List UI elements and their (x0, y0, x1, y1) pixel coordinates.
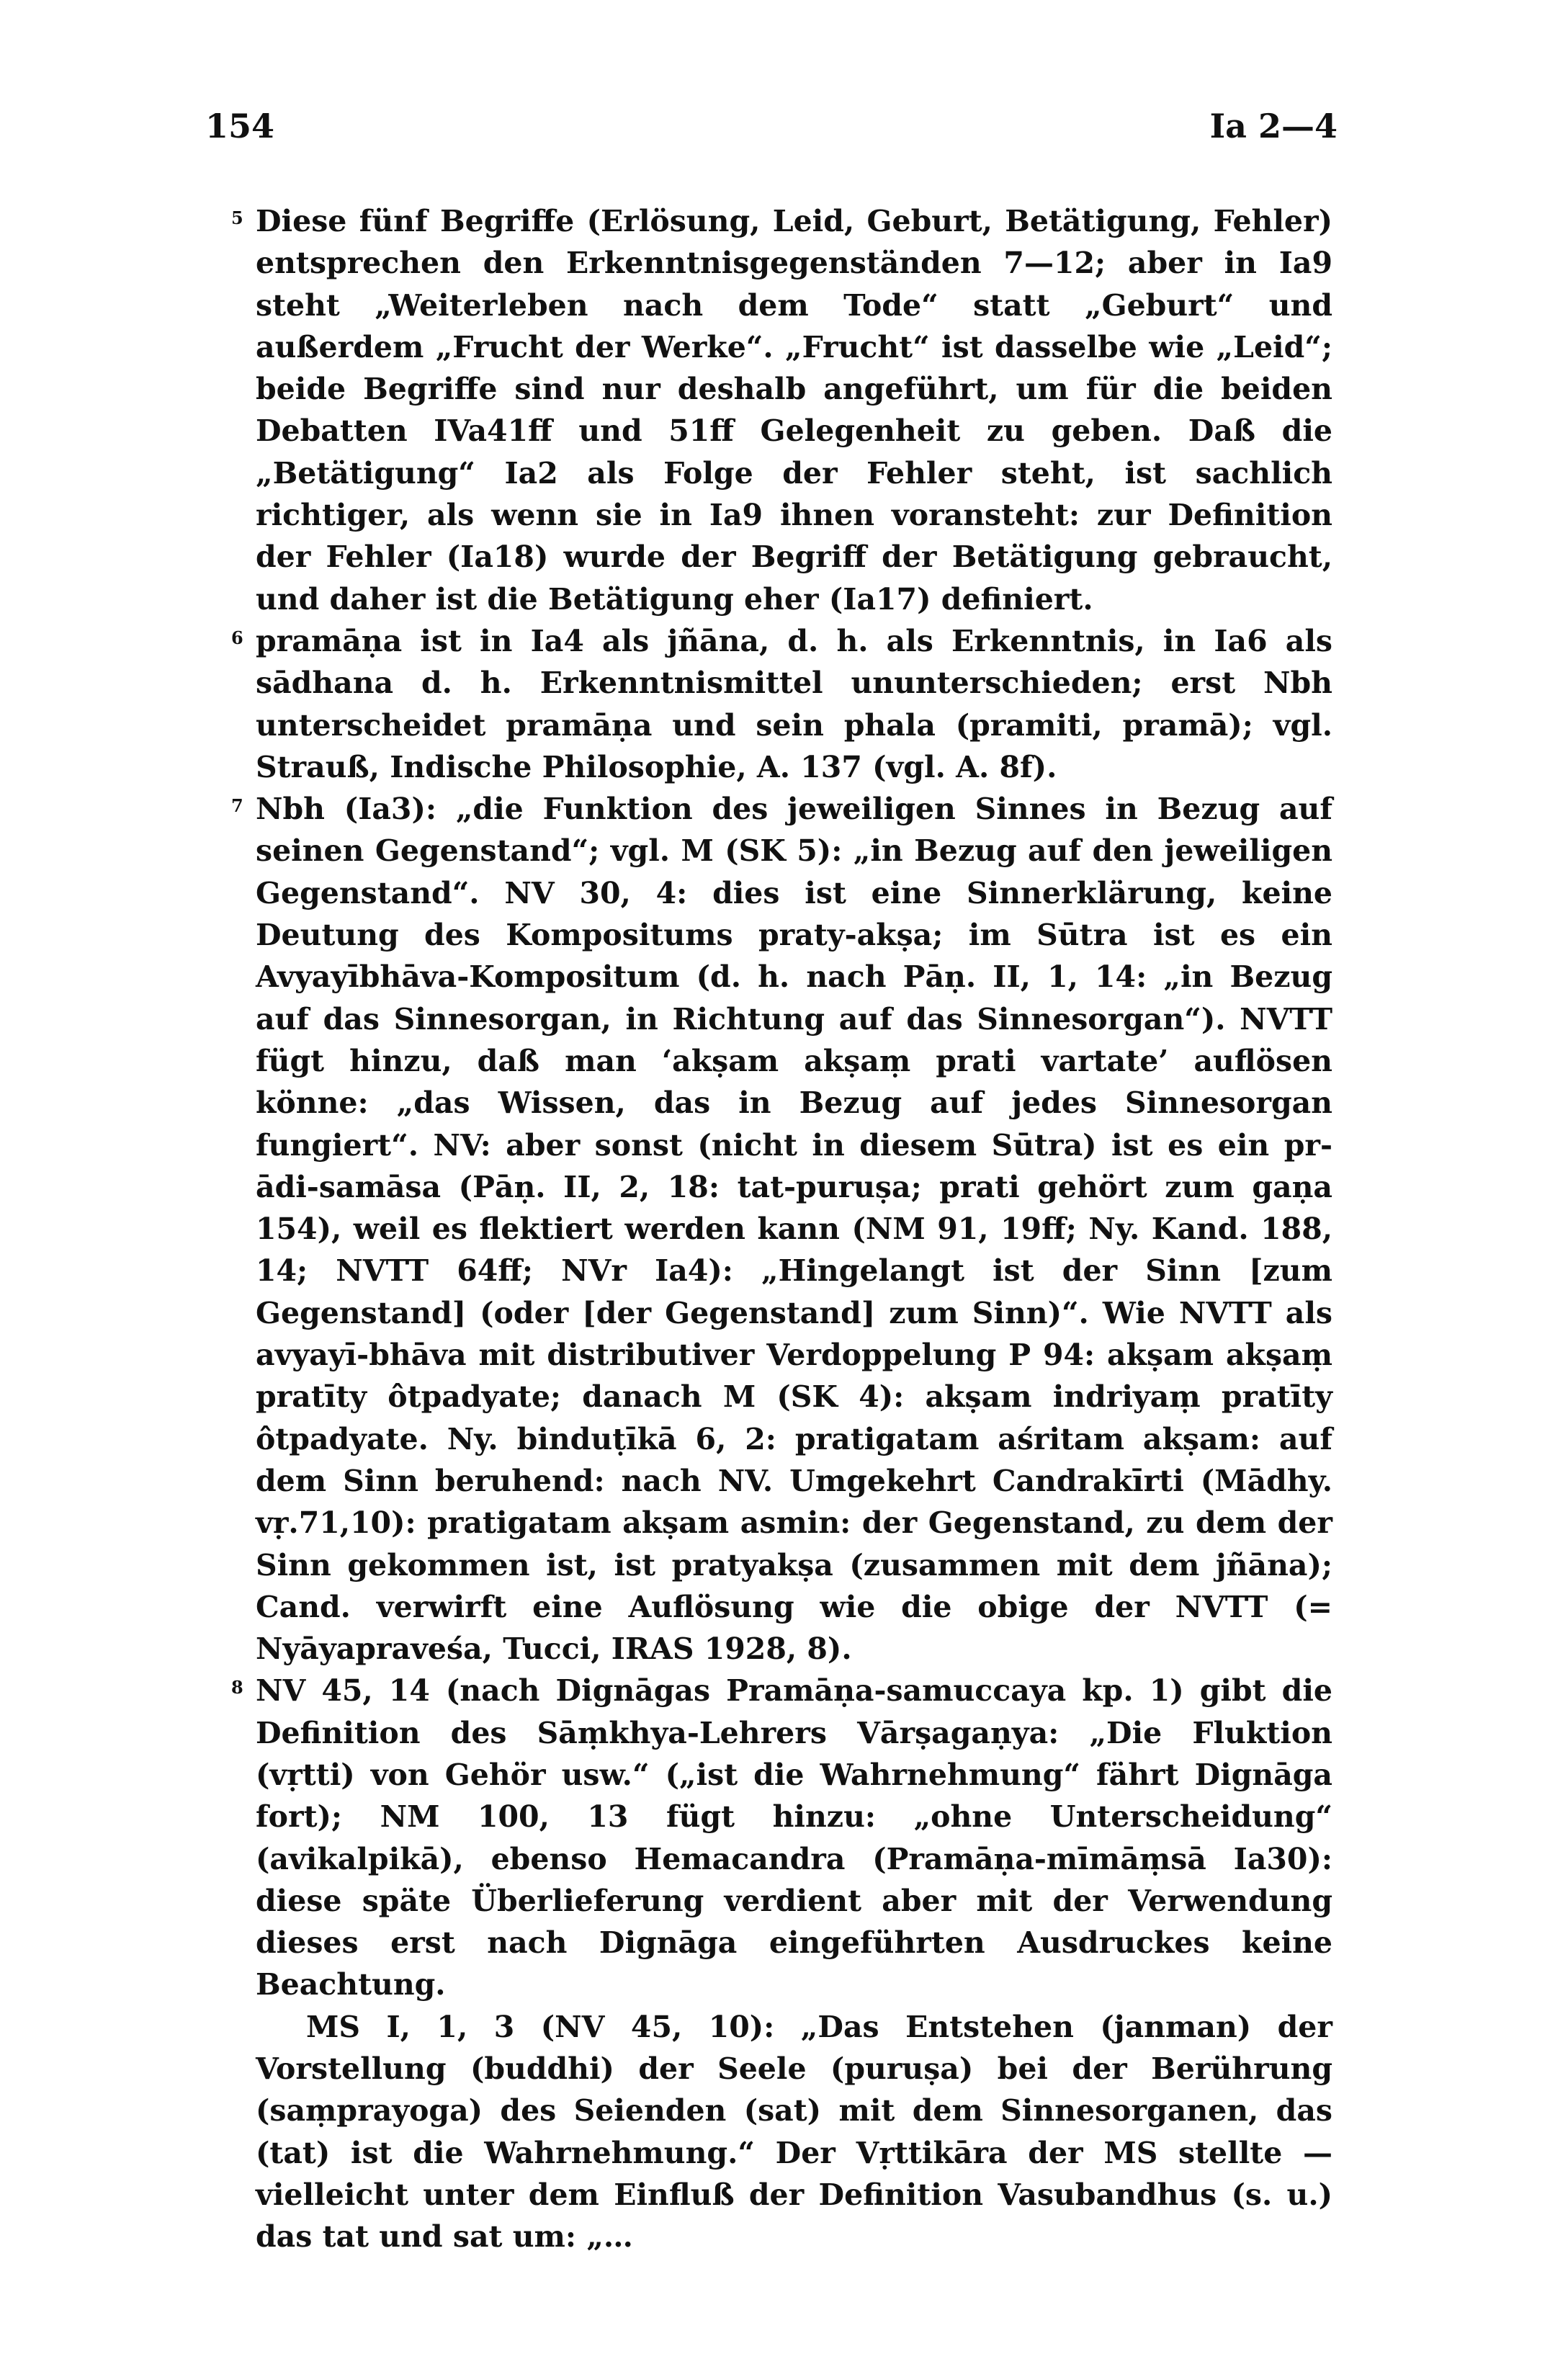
footnote-text: Nbh (Ia3): „die Funktion des jeweiligen Sinnes in Bezug auf seinen Gegenstand“; vgl. M (SK 5): „in Bezug auf den jeweiligen Gegenstand“. NV 30, 4: dies ist eine Sinnerklärung, keine Deutung des Kompositums praty-akṣa; im Sūtra ist es ein Avyayībhāva-Kompositum (d. h. nach Pāṇ. II, 1, 14: „in Bezug auf das Sinnesorgan, in Richtung auf das Sinnesorgan“). NVTT fügt hinzu, daß man ‘akṣam akṣaṃ prati vartate’ auflösen könne: „das Wissen, das in Bezug auf jedes Sinnesorgan fungiert“. NV: aber sonst (nicht in diesem Sūtra) ist es ein pr-ādi-samāsa (Pāṇ. II, 2, 18: tat-puruṣa; prati gehört zum gaṇa 154), weil es flektiert werden kann (NM 91, 19ff; Ny. Kand. 188, 14; NVTT 64ff; NVr Ia4): „Hingelangt ist der Sinn [zum Gegenstand] (oder [der Gegenstand] zum Sinn)“. Wie NVTT als avyayī-bhāva mit distributiver Verdoppelung P 94: akṣam akṣaṃ pratīty ôtpadyate; danach M (SK 4): akṣam indriyaṃ pratīty ôtpadyate. Ny. binduṭīkā 6, 2: pratigatam aśritam akṣam: auf dem Sinn beruhend: nach NV. Umgekehrt Candrakīrti (Mādhy. vṛ.71,10): pratigatam akṣam asmin: der Gegenstand, zu dem der Sinn gekommen ist, ist pratyakṣa (zusammen mit dem jñāna); Cand. verwirft eine Auflösung wie die obige der NVTT (= Nyāyapraveśa, Tucci, IRAS 1928, 8). (256, 792, 1332, 1667)
footnote-marker: 6 (231, 627, 243, 648)
footnote-text: NV 45, 14 (nach Dignāgas Pramāṇa-samuccaya kp. 1) gibt die Definition des Sāṃkhya-Lehrers Vārṣagaṇya: „Die Fluktion (vṛtti) von Gehör usw.“ („ist die Wahrnehmung“ fährt Dignāga fort); NM 100, 13 fügt hinzu: „ohne Unterscheidung“ (avikalpikā), ebenso Hemacandra (Pramāṇa-mīmāṃsā Ia30): diese späte Überlieferung verdient aber mit der Verwendung dieses erst nach Dignāga eingeführten Ausdruckes keine Beachtung. (256, 1673, 1332, 2002)
page-number: 154 (205, 107, 275, 146)
footnote-text: pramāṇa ist in Ia4 als jñāna, d. h. als Erkenntnis, in Ia6 als sādhana d. h. Erkenntnismittel ununterschieden; erst Nbh unterscheidet pramāṇa und sein phala (pramiti, pramā); vgl. Strauß, Indische Philosophie, A. 137 (vgl. A. 8f). (256, 623, 1332, 784)
running-head: Ia 2—4 (1209, 107, 1338, 146)
footnote (231, 788, 1332, 1670)
continuation-paragraph: MS I, 1, 3 (NV 45, 10): „Das Entstehen (janman) der Vorstellung (buddhi) der Seele (puruṣa) bei der Berührung (saṃprayoga) des Seienden (sat) mit dem Sinnesorganen, das (tat) ist die Wahrnehmung.“ Der Vṛttikāra der MS stellte — vielleicht unter dem Einfluß der Definition Vasubandhus (s. u.) das tat und sat um: „… (256, 2009, 1332, 2255)
footnote-text: Diese fünf Begriffe (Erlösung, Leid, Geburt, Betätigung, Fehler) entsprechen den Erkenntnisgegenständen 7—12; aber in Ia9 steht „Weiterleben nach dem Tode“ statt „Geburt“ und außerdem „Frucht der Werke“. „Frucht“ ist dasselbe wie „Leid“; beide Begriffe sind nur deshalb angeführt, um für die beiden Debatten IVa41ff und 51ff Gelegenheit zu geben. Daß die „Betätigung“ Ia2 als Folge der Fehler steht, ist sachlich richtiger, als wenn sie in Ia9 ihnen voransteht: zur Definition der Fehler (Ia18) wurde der Begriff der Betätigung gebraucht, und daher ist die Betätigung eher (Ia17) definiert. (256, 204, 1332, 617)
footnotes-block (231, 200, 1332, 2258)
page-header (205, 107, 1338, 157)
footnote-marker: 7 (231, 795, 243, 817)
footnote (231, 200, 1332, 620)
footnote (231, 1670, 1332, 2005)
footnote (231, 620, 1332, 788)
footnote-marker: 5 (231, 207, 243, 228)
footnote-marker: 8 (231, 1677, 243, 1698)
